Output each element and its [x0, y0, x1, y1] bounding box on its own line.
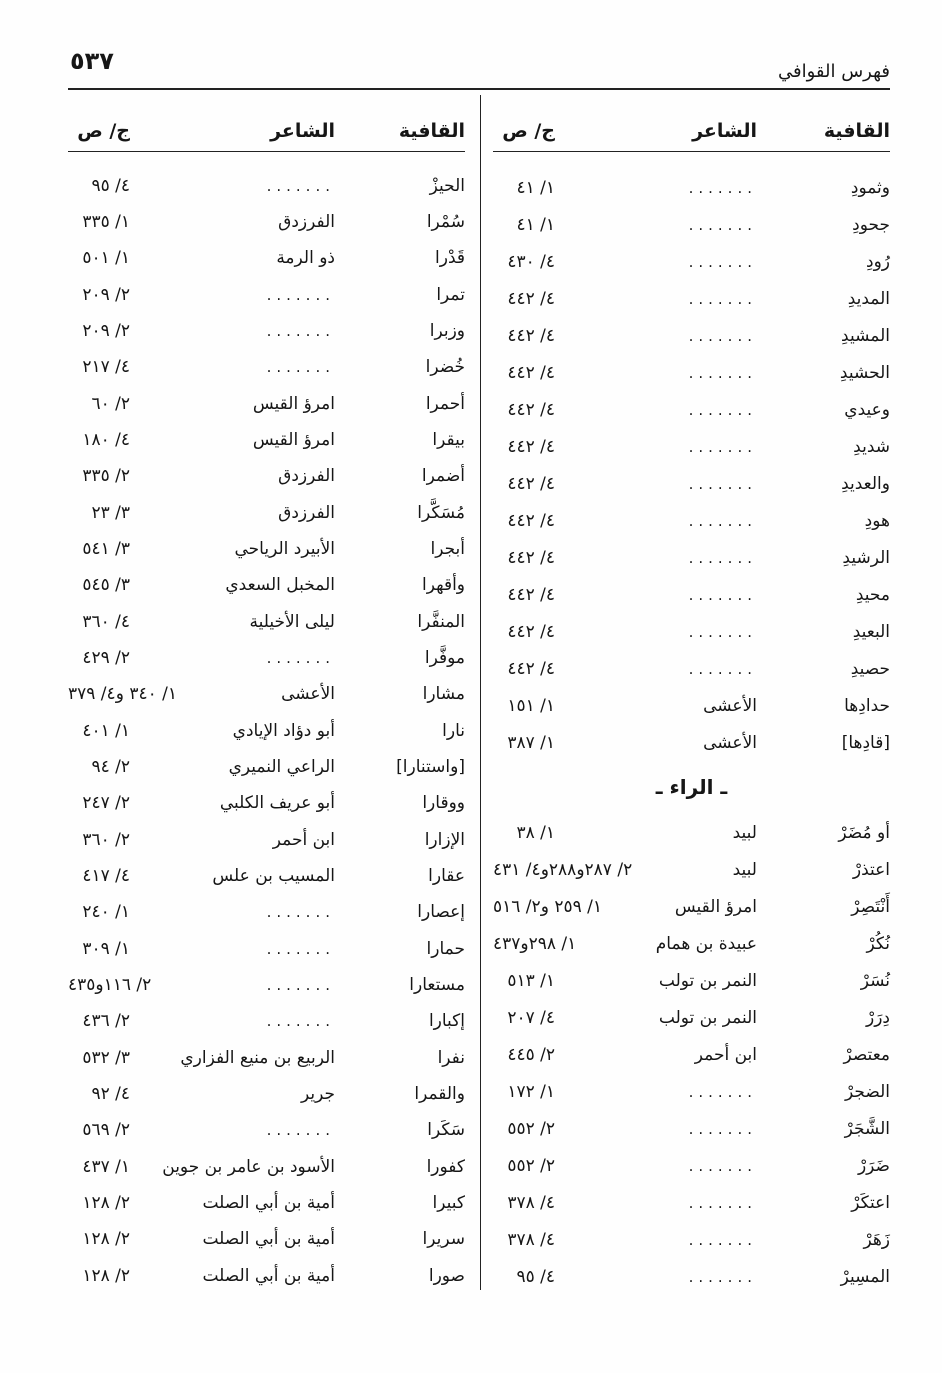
index-entry-row: [68, 567, 465, 603]
poet-name: ذو الرمة: [276, 248, 335, 269]
poet-name: ابن أحمر: [272, 829, 335, 850]
poet-name: .......: [266, 903, 335, 922]
poet-name: لبيد: [732, 822, 757, 843]
poet-name: أمية بن أبي الصلت: [202, 1229, 335, 1250]
rhyme-word: جحودِ: [852, 214, 890, 235]
rhyme-column-header: القافية: [398, 119, 465, 142]
poet-name: عبيدة بن همام: [655, 933, 757, 954]
poet-name: .......: [688, 178, 757, 197]
rhyme-word: كبيرا: [432, 1192, 465, 1213]
index-entry-row: [493, 851, 890, 888]
rhyme-word: مُسَكَّرا: [417, 502, 465, 523]
poet-name: .......: [688, 1193, 757, 1212]
index-entry-row: [493, 428, 890, 465]
poet-name: الأعشى: [703, 695, 757, 716]
index-entry-row: [493, 317, 890, 354]
index-entry-row: [493, 243, 890, 280]
rhyme-word: معتصرْ: [843, 1044, 890, 1065]
volume-page-ref: ٤/ ٩٢: [91, 1083, 130, 1104]
volume-page-ref: ١/ ٥٠١: [82, 248, 130, 269]
volume-page-ref: ١/ ٣٣٥: [82, 211, 130, 232]
rhyme-word: والعديدِ: [841, 473, 890, 494]
index-entry-row: [68, 276, 465, 312]
index-entry-row: [493, 1073, 890, 1110]
volume-page-ref: ٢/ ١١٦و٤٣٥: [68, 974, 152, 995]
poet-name: ليلى الأخيلية: [249, 611, 335, 632]
poet-name: أبو دؤاد الإيادي: [232, 720, 335, 741]
poet-name: .......: [688, 326, 757, 345]
index-entry-row: [68, 785, 465, 821]
volume-page-ref: ٢/ ٥٥٢: [507, 1155, 555, 1176]
rhyme-word: الحشيدِ: [839, 362, 890, 383]
poet-name: الأبيرد الرياحي: [234, 538, 335, 559]
rhyme-word: وثمودِ: [850, 177, 890, 198]
rhyme-word: محيدِ: [855, 584, 890, 605]
index-entry-row: [68, 858, 465, 894]
rhyme-word: الشَّجَرْ: [844, 1118, 890, 1139]
volume-page-ref: ٤/ ٤٤٢: [507, 325, 555, 346]
poet-name: .......: [688, 1119, 757, 1138]
rhyme-word: مستعارا: [409, 974, 465, 995]
volume-page-ref: ٣/ ٥٣٢: [82, 1047, 130, 1068]
rhyme-word: الحيزْ: [429, 175, 465, 196]
poet-name: المخبل السعدي: [225, 575, 335, 596]
volume-page-ref: ٢/ ٢٨٧و٢٨٨و٤/ ٤٣١: [493, 859, 633, 880]
index-entry-row: [493, 613, 890, 650]
rhyme-word: نُكُرْ: [866, 933, 890, 954]
poet-name: أمية بن أبي الصلت: [202, 1265, 335, 1286]
poet-name: لبيد: [732, 859, 757, 880]
rhyme-word: اعتذرْ: [852, 859, 890, 880]
rhyme-word: البعيدِ: [852, 621, 890, 642]
rhyme-word: والقمرا: [414, 1083, 465, 1104]
volume-page-ref: ٢/ ٤٢٩: [82, 647, 130, 668]
volume-page-ref: ٤/ ٤٤٢: [507, 399, 555, 420]
volume-page-ref: ٢/ ١٢٨: [82, 1265, 130, 1286]
volume-page-ref: ٤/ ٤٤٢: [507, 621, 555, 642]
poet-name: .......: [266, 176, 335, 195]
poet-name: .......: [688, 437, 757, 456]
index-column-right: [493, 110, 890, 1295]
poet-name: .......: [688, 622, 757, 641]
volume-page-ref: ٤/ ٤١٧: [82, 865, 130, 886]
poet-name: الأعشى: [703, 732, 757, 753]
index-entry-row: [493, 502, 890, 539]
volume-page-ref: ٤/ ٤٤٢: [507, 288, 555, 309]
rhyme-word: رُودِ: [866, 251, 890, 272]
poet-name: .......: [266, 939, 335, 958]
index-entry-row: [493, 1184, 890, 1221]
rhyme-word: وزبرا: [429, 320, 465, 341]
rhyme-word: زَهَرْ: [863, 1229, 890, 1250]
column-header-row: [68, 110, 465, 152]
index-entry-row: [493, 1110, 890, 1147]
poet-name: الفرزدق: [278, 466, 335, 487]
poet-name: .......: [266, 1121, 335, 1140]
poet-name: .......: [266, 1012, 335, 1031]
rhyme-word: [قادِها]: [841, 732, 890, 753]
index-entry-row: [68, 712, 465, 748]
index-entry-row: [493, 687, 890, 724]
poet-name: .......: [688, 1082, 757, 1101]
index-entry-row: [68, 1148, 465, 1184]
index-entry-row: [68, 967, 465, 1003]
poet-name: امرؤ القيس: [252, 393, 335, 414]
rhyme-word: ووقارا: [422, 793, 465, 814]
volume-page-ref: ٤/ ٤٣٠: [507, 251, 555, 272]
index-entry-row: [68, 204, 465, 240]
index-entry-row: [493, 539, 890, 576]
poet-name: .......: [266, 285, 335, 304]
volume-page-ref: ١/ ٣٨٧: [507, 732, 555, 753]
index-entry-row: [68, 168, 465, 204]
index-entry-row: [68, 349, 465, 385]
index-entry-row: [493, 888, 890, 925]
volume-page-column-header: ج/ ص: [77, 119, 130, 142]
index-entry-row: [493, 391, 890, 428]
poet-name: .......: [688, 363, 757, 382]
volume-page-ref: ٢/ ٢٠٩: [82, 320, 130, 341]
volume-page-ref: ١/ ٤٠١: [82, 720, 130, 741]
rhyme-word: مشارا: [422, 684, 465, 705]
poet-name: الفرزدق: [278, 502, 335, 523]
volume-page-ref: ٤/ ٩٥: [516, 1266, 555, 1287]
page-number: ٥٣٧: [70, 47, 114, 75]
poet-name: .......: [688, 474, 757, 493]
volume-page-ref: ٢/ ٤٤٥: [507, 1044, 555, 1065]
rhyme-word: أبجرا: [430, 538, 465, 559]
volume-page-ref: ٤/ ١٨٠: [82, 429, 130, 450]
rhyme-word: وعيدي: [844, 399, 890, 420]
entry-list: [68, 152, 465, 1294]
poet-name: .......: [688, 659, 757, 678]
rhyme-word: بيقرا: [432, 429, 465, 450]
index-entry-row: [68, 1003, 465, 1039]
volume-page-ref: ٣/ ٥٤١: [82, 538, 130, 559]
poet-name: الأعشى: [281, 684, 335, 705]
poet-name: .......: [266, 358, 335, 377]
poet-name: .......: [688, 1230, 757, 1249]
index-entry-row: [493, 576, 890, 613]
volume-page-ref: ٤/ ٩٥: [91, 175, 130, 196]
index-entry-row: [68, 930, 465, 966]
rhyme-word: نارا: [442, 720, 465, 741]
index-entry-row: [493, 925, 890, 962]
index-entry-row: [68, 494, 465, 530]
poet-name: .......: [688, 215, 757, 234]
entry-list: [493, 152, 890, 1295]
volume-page-ref: ٢/ ٤٣٦: [82, 1011, 130, 1032]
volume-page-ref: ١/ ٣٠٩: [82, 938, 130, 959]
volume-page-ref: ٢/ ١٢٨: [82, 1229, 130, 1250]
rhyme-word: صورا: [428, 1265, 465, 1286]
volume-page-ref: ٤/ ٤٤٢: [507, 473, 555, 494]
poet-name: .......: [266, 648, 335, 667]
rhyme-word: وأقهرا: [422, 575, 465, 596]
volume-page-ref: ١/ ٤١: [516, 214, 555, 235]
index-entry-row: [493, 1258, 890, 1295]
volume-page-ref: ١/ ٢٥٩ و٢/ ٥١٦: [493, 896, 602, 917]
volume-page-ref: ١/ ٥١٣: [507, 970, 555, 991]
volume-page-ref: ٢/ ١٢٨: [82, 1192, 130, 1213]
volume-page-ref: ٤/ ٢١٧: [82, 357, 130, 378]
rhyme-word: ضَرَرْ: [857, 1155, 890, 1176]
rhyme-word: أحمرا: [425, 393, 465, 414]
rhyme-word: سَكَرا: [427, 1120, 465, 1141]
index-entry-row: [68, 1039, 465, 1075]
volume-page-ref: ٤/ ٤٤٢: [507, 436, 555, 457]
rhyme-word: كفورا: [426, 1156, 465, 1177]
poet-name: .......: [688, 585, 757, 604]
index-entry-row: [493, 1147, 890, 1184]
poet-name: أمية بن أبي الصلت: [202, 1192, 335, 1213]
rhyme-word: [واستنارا]: [396, 756, 465, 777]
volume-page-ref: ٤/ ٤٤٢: [507, 584, 555, 605]
volume-page-ref: ٢/ ٩٤: [91, 756, 130, 777]
volume-page-ref: ١/ ٤٣٧: [82, 1156, 130, 1177]
rhyme-word: المشيدِ: [841, 325, 890, 346]
header-rule: [68, 88, 890, 90]
rhyme-word: المديدِ: [847, 288, 890, 309]
rhyme-word: اعتكَرْ: [851, 1192, 890, 1213]
index-entry-row: [493, 206, 890, 243]
index-entry-row: [493, 465, 890, 502]
volume-page-ref: ١/ ٢٤٠: [82, 902, 130, 923]
rhyme-word: الإزارا: [424, 829, 465, 850]
rhyme-word: موفَّرا: [424, 647, 465, 668]
volume-page-ref: ٢/ ٥٦٩: [82, 1120, 130, 1141]
volume-page-ref: ٢/ ٥٥٢: [507, 1118, 555, 1139]
poet-name: الفرزدق: [278, 211, 335, 232]
index-entry-row: [68, 385, 465, 421]
volume-page-ref: ١/ ٢٩٨و٤٣٧: [493, 933, 577, 954]
volume-page-ref: ١/ ١٥١: [507, 695, 555, 716]
poet-name: .......: [688, 548, 757, 567]
rhyme-word: عقارا: [428, 865, 465, 886]
poet-name: ابن أحمر: [694, 1044, 757, 1065]
poet-name: .......: [688, 400, 757, 419]
rhyme-column-header: القافية: [823, 119, 890, 142]
volume-page-ref: ١/ ٤١: [516, 177, 555, 198]
volume-page-ref: ٤/ ٣٦٠: [82, 611, 130, 632]
volume-page-ref: ١/ ١٧٢: [507, 1081, 555, 1102]
volume-page-ref: ٤/ ٤٤٢: [507, 658, 555, 679]
index-entry-row: [493, 999, 890, 1036]
rhyme-word: سريرا: [422, 1229, 465, 1250]
rhyme-word: حمارا: [426, 938, 465, 959]
volume-page-ref: ١/ ٣٤٠ و٤/ ٣٧٩: [68, 684, 177, 705]
index-entry-row: [68, 749, 465, 785]
section-heading-ra: ـ الراء ـ: [655, 775, 728, 799]
rhyme-word: نُسَرْ: [860, 970, 890, 991]
rhyme-word: الضجرْ: [845, 1081, 890, 1102]
poet-column-header: الشاعر: [692, 119, 757, 142]
index-entry-row: [68, 640, 465, 676]
volume-page-ref: ٢/ ٢٠٩: [82, 284, 130, 305]
volume-page-ref: ٤/ ٢٠٧: [507, 1007, 555, 1028]
rhyme-word: إكبارا: [428, 1011, 465, 1032]
rhyme-word: حدادِها: [844, 695, 890, 716]
poet-name: .......: [688, 511, 757, 530]
rhyme-word: قَدْرا: [435, 248, 465, 269]
index-entry-row: [493, 1036, 890, 1073]
poet-name: المسيب بن علس: [212, 865, 335, 886]
index-entry-row: [493, 280, 890, 317]
volume-page-ref: ٢/ ٣٣٥: [82, 466, 130, 487]
rhyme-word: الرشيدِ: [842, 547, 890, 568]
running-head-title: فهرس القوافي: [777, 61, 890, 82]
index-entry-row: [68, 1221, 465, 1257]
index-entry-row: [68, 1185, 465, 1221]
index-entry-row: [68, 1076, 465, 1112]
volume-page-ref: ٤/ ٤٤٢: [507, 547, 555, 568]
index-entry-row: [493, 962, 890, 999]
volume-page-ref: ٤/ ٤٤٢: [507, 362, 555, 383]
volume-page-ref: ٢/ ٦٠: [91, 393, 130, 414]
poet-name: النمر بن تولب: [658, 1007, 757, 1028]
volume-page-ref: ٤/ ٣٧٨: [507, 1192, 555, 1213]
poet-name: .......: [266, 321, 335, 340]
rhyme-word: تمرا: [436, 284, 465, 305]
poet-column-header: الشاعر: [270, 119, 335, 142]
rhyme-word: خُضرا: [425, 357, 465, 378]
index-entry-row: [493, 814, 890, 851]
index-entry-row: [68, 531, 465, 567]
rhyme-word: المنفَّرا: [417, 611, 465, 632]
rhyme-word: المسِيرْ: [840, 1266, 890, 1287]
poet-name: امرؤ القيس: [252, 429, 335, 450]
rhyme-word: أضمرا: [421, 466, 465, 487]
poet-name: الربيع بن منيع الفزاري: [180, 1047, 335, 1068]
volume-page-ref: ٤/ ٣٧٨: [507, 1229, 555, 1250]
poet-name: امرؤ القيس: [674, 896, 757, 917]
rhyme-word: شديدِ: [853, 436, 890, 457]
poet-name: النمر بن تولب: [658, 970, 757, 991]
rhyme-word: إعصارا: [417, 902, 465, 923]
volume-page-ref: ٣/ ٥٤٥: [82, 575, 130, 596]
index-entry-row: [68, 821, 465, 857]
index-entry-row: [68, 458, 465, 494]
poet-name: .......: [688, 1156, 757, 1175]
index-entry-row: [68, 676, 465, 712]
index-entry-row: [493, 650, 890, 687]
rhyme-word: أَنْتَصِرْ: [851, 896, 890, 917]
volume-page-ref: ٣/ ٢٣: [91, 502, 130, 523]
rhyme-word: أو مُضَرْ: [838, 822, 890, 843]
index-entry-row: [68, 603, 465, 639]
index-entry-row: [493, 354, 890, 391]
rhyme-word: سُمْرا: [426, 211, 465, 232]
column-divider: [480, 95, 481, 1290]
index-entry-row: [68, 240, 465, 276]
index-entry-row: [68, 422, 465, 458]
poet-name: .......: [688, 289, 757, 308]
poet-name: الراعي النميري: [228, 756, 335, 777]
rhyme-word: دِرَرْ: [866, 1007, 890, 1028]
poet-name: أبو عريف الكلبي: [219, 793, 335, 814]
poet-name: الأسود بن عامر بن جوين: [162, 1156, 335, 1177]
volume-page-ref: ٢/ ٢٤٧: [82, 793, 130, 814]
poet-name: .......: [688, 252, 757, 271]
volume-page-column-header: ج/ ص: [502, 119, 555, 142]
volume-page-ref: ٤/ ٤٤٢: [507, 510, 555, 531]
volume-page-ref: ٢/ ٣٦٠: [82, 829, 130, 850]
index-column-left: [68, 110, 465, 1294]
volume-page-ref: ١/ ٣٨: [516, 822, 555, 843]
column-header-row: [493, 110, 890, 152]
index-entry-row: [493, 1221, 890, 1258]
rhyme-word: هودِ: [864, 510, 890, 531]
rhyme-word: نفرا: [437, 1047, 465, 1068]
index-entry-row: [493, 724, 890, 761]
rhyme-word: حصيدِ: [850, 658, 890, 679]
index-entry-row: [493, 169, 890, 206]
index-entry-row: [68, 313, 465, 349]
poet-name: .......: [688, 1267, 757, 1286]
poet-name: جرير: [301, 1083, 335, 1104]
poet-name: .......: [266, 975, 335, 994]
index-entry-row: [68, 1112, 465, 1148]
index-entry-row: [68, 894, 465, 930]
index-entry-row: [68, 1257, 465, 1293]
